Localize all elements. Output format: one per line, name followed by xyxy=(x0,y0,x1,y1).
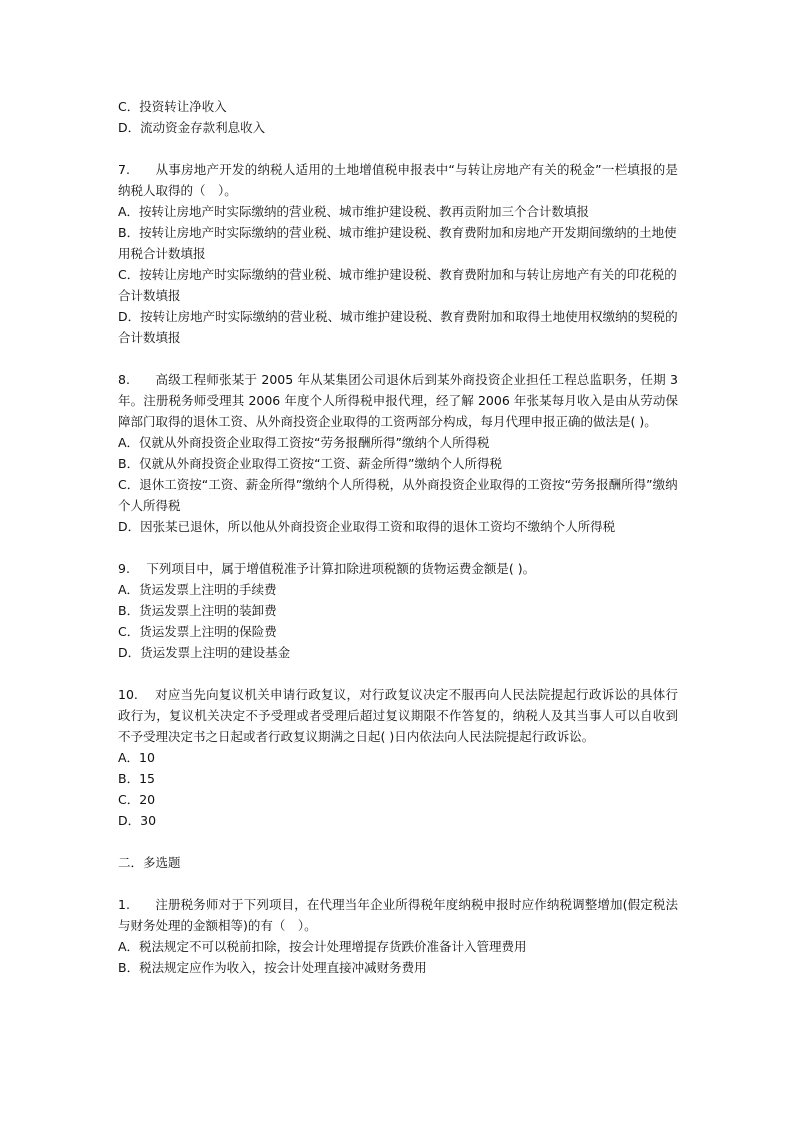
question-10-option-a: A．10 xyxy=(118,750,155,765)
question-9-option-c: C．货运发票上注明的保险费 xyxy=(118,624,277,639)
section-title-multiple-choice: 二．多选题 xyxy=(118,855,181,870)
question-7-option-b: B．按转让房地产时实际缴纳的营业税、城市维护建设税、教育费附加和房地产开发期间缴纳的土地使用税合计数填报 xyxy=(118,225,677,261)
question-9 xyxy=(118,558,678,663)
option-d: D．流动资金存款利息收入 xyxy=(118,120,266,135)
question-10-option-b: B．15 xyxy=(118,771,155,786)
multi-question-1-stem: 1. 注册税务师对于下列项目，在代理当年企业所得税年度纳税申报时应作纳税调整增加(假定税法与财务处理的金额相等)的有（ ）。 xyxy=(118,897,678,933)
options-continued xyxy=(118,96,678,138)
question-10-option-c: C．20 xyxy=(118,792,156,807)
question-10 xyxy=(118,684,678,831)
question-8-stem: 8. 高级工程师张某于 2005 年从某集团公司退休后到某外商投资企业担任工程总监职务，任期 3 年。注册税务师受理其 2006 年度个人所得税申报代理，经了解 2006 年张某每月收入是由从劳动保障部门取得的退休工资、从外商投资企业取得的工资两部分构成，每月代理申报正确的做法是( )。 xyxy=(118,372,678,429)
question-8-option-a: A．仅就从外商投资企业取得工资按“劳务报酬所得”缴纳个人所得税 xyxy=(118,435,490,450)
question-8-option-b: B．仅就从外商投资企业取得工资按“工资、薪金所得”缴纳个人所得税 xyxy=(118,456,503,471)
question-7-stem: 7. 从事房地产开发的纳税人适用的土地增值税申报表中“与转让房地产有关的税金”一栏填报的是纳税人取得的（ ）。 xyxy=(118,162,678,198)
question-8 xyxy=(118,369,678,537)
document-page xyxy=(118,96,678,978)
question-8-option-d: D．因张某已退休，所以他从外商投资企业取得工资和取得的退休工资均不缴纳个人所得税 xyxy=(118,519,616,534)
question-9-stem: 9. 下列项目中，属于增值税准予计算扣除进项税额的货物运费金额是( )。 xyxy=(118,561,536,576)
option-c: C．投资转让净收入 xyxy=(118,99,227,114)
multi-question-1-option-a: A．税法规定不可以税前扣除，按会计处理增提存货跌价准备计入管理费用 xyxy=(118,939,527,954)
question-7-option-c: C．按转让房地产时实际缴纳的营业税、城市维护建设税、教育费附加和与转让房地产有关的印花税的合计数填报 xyxy=(118,267,677,303)
question-9-option-a: A．货运发票上注明的手续费 xyxy=(118,582,277,597)
question-9-option-b: B．货运发票上注明的装卸费 xyxy=(118,603,277,618)
question-7-option-d: D．按转让房地产时实际缴纳的营业税、城市维护建设税、教育费附加和取得土地使用权缴纳的契税的合计数填报 xyxy=(118,309,678,345)
multi-question-1-option-b: B．税法规定应作为收入，按会计处理直接冲减财务费用 xyxy=(118,960,427,975)
question-7 xyxy=(118,159,678,348)
question-7-option-a: A．按转让房地产时实际缴纳的营业税、城市维护建设税、教再贡附加三个合计数填报 xyxy=(118,204,590,219)
question-10-option-d: D．30 xyxy=(118,813,157,828)
question-8-option-c: C．退休工资按“工资、薪金所得”缴纳个人所得税，从外商投资企业取得的工资按“劳务报酬所得”缴纳个人所得税 xyxy=(118,477,678,513)
question-10-stem: 10. 对应当先向复议机关申请行政复议，对行政复议决定不服再向人民法院提起行政诉讼的具体行政行为，复议机关决定不予受理或者受理后超过复议期限不作答复的，纳税人及其当事人可以自收到不予受理决定书之日起或者行政复议期满之日起( )日内依法向人民法院提起行政诉讼。 xyxy=(118,687,678,744)
multi-question-1 xyxy=(118,894,678,978)
question-9-option-d: D．货运发票上注明的建设基金 xyxy=(118,645,291,660)
